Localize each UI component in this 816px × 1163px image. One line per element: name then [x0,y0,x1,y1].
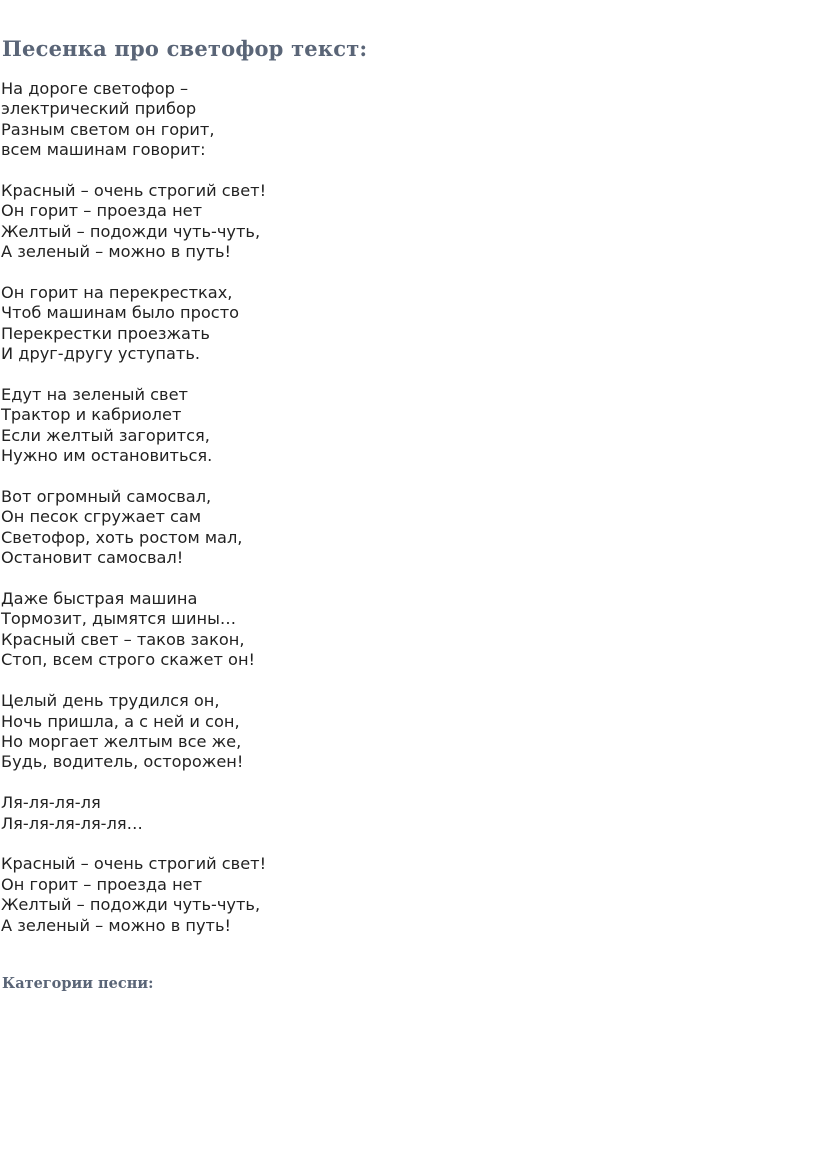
lyric-line: Он горит на перекрестках, [1,283,233,303]
lyric-line: Желтый – подожди чуть-чуть, [1,895,261,915]
lyric-line: Целый день трудился он, [1,691,220,711]
stanza [1,79,601,161]
lyric-line: электрический прибор [1,99,197,119]
lyric-line: Будь, водитель, осторожен! [1,752,244,772]
lyric-line: Остановит самосвал! [1,548,184,568]
stanza [1,691,601,773]
song-categories-heading: Категории песни: [2,975,154,992]
lyric-line: Он горит – проезда нет [1,874,203,894]
lyric-line: Но моргает желтым все же, [1,731,242,751]
lyric-line: Красный – очень строгий свет! [1,854,267,874]
lyric-line: Он горит – проезда нет [1,201,203,221]
lyric-line: Даже быстрая машина [1,589,198,609]
lyric-line: Он песок сгружает сам [1,507,202,527]
lyric-line: Ночь пришла, а с ней и сон, [1,711,240,731]
lyric-line: А зеленый – можно в путь! [1,915,232,935]
lyric-line: Трактор и кабриолет [1,405,182,425]
lyric-line: Красный свет – таков закон, [1,629,245,649]
lyrics-body [1,79,601,956]
lyric-line: Тормозит, дымятся шины… [1,609,237,629]
lyric-line: На дороге светофор – [1,79,189,98]
stanza [1,181,601,263]
lyric-line: Стоп, всем строго скажет он! [1,650,256,670]
lyric-line: Красный – очень строгий свет! [1,181,267,201]
lyric-line: Едут на зеленый свет [1,385,188,405]
lyric-line: Разным светом он горит, [1,119,215,139]
song-title: Песенка про светофор текст: [2,36,368,61]
lyric-line: Если желтый загорится, [1,425,210,445]
stanza [1,589,601,671]
lyric-line: Желтый – подожди чуть-чуть, [1,221,261,241]
stanza [1,793,601,834]
lyric-line: Светофор, хоть ростом мал, [1,527,243,547]
lyric-line: Вот огромный самосвал, [1,487,212,507]
lyric-line: Ля-ля-ля-ля-ля… [1,813,143,833]
lyric-line: И друг-другу уступать. [1,344,201,364]
stanza [1,283,601,365]
lyric-line: А зеленый – можно в путь! [1,242,232,262]
stanza [1,487,601,569]
lyric-line: Нужно им остановиться. [1,446,213,466]
lyric-line: Чтоб машинам было просто [1,303,240,323]
stanza [1,385,601,467]
stanza [1,854,601,936]
lyric-line: всем машинам говорит: [1,140,206,160]
lyric-line: Ля-ля-ля-ля [1,793,101,813]
lyric-line: Перекрестки проезжать [1,323,210,343]
